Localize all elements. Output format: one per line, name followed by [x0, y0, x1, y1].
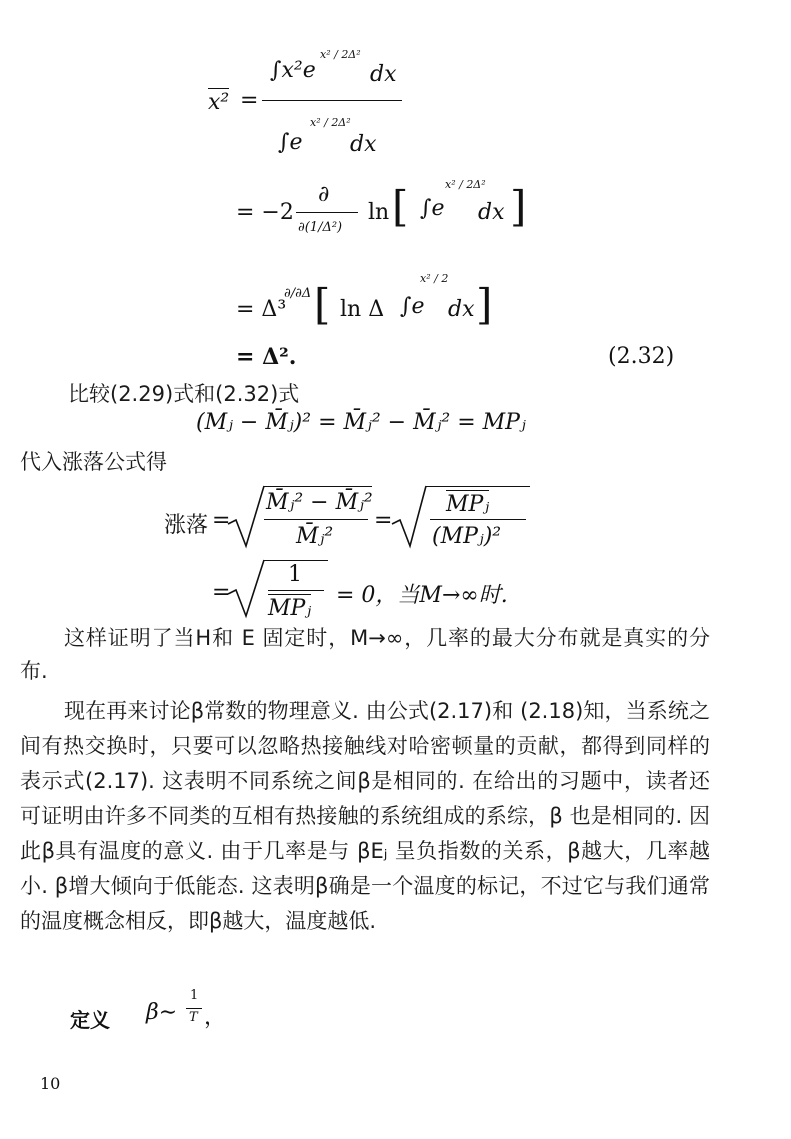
line2-tail: = 0，当M→∞时. — [336, 583, 508, 608]
definition-tail: ， — [204, 1005, 227, 1030]
fluctuation-label: 涨落 — [164, 513, 209, 538]
line2-denominator: MPⱼ — [268, 596, 312, 621]
line2-prefix: = −2 — [236, 200, 294, 225]
page-number: 10 — [40, 1074, 61, 1093]
line2-integral: ∫e — [420, 196, 445, 221]
line3-prefix: = Δ³ — [236, 297, 287, 322]
denominator-exponent: x² / 2Δ² — [310, 116, 351, 129]
definition-numerator: 1 — [190, 988, 199, 1003]
line2-dx: dx — [478, 200, 505, 225]
sqrt-bar-2 — [426, 486, 530, 487]
line2-partial-denominator: ∂(1/Δ²) — [298, 220, 343, 235]
denominator-integral: ∫e — [278, 130, 303, 155]
sqrt-bar-1 — [264, 486, 372, 487]
numerator-exponent: x² / 2Δ² — [320, 48, 361, 61]
line3-fraction: ∂/∂Δ — [284, 286, 312, 301]
line4-result: = Δ². — [236, 344, 297, 370]
frac1-numerator: M̄ⱼ² − M̄ⱼ² — [266, 490, 373, 515]
definition-expr: β∼ — [146, 1000, 178, 1025]
sqrt-bar-3 — [264, 560, 328, 561]
fraction-bar-3 — [264, 519, 368, 520]
sqrt-symbol-2 — [390, 484, 428, 550]
definition-fraction-bar — [186, 1008, 202, 1009]
numerator-integral: ∫x²e — [270, 58, 316, 83]
fraction-bar-1 — [262, 100, 402, 101]
paragraph-beta-meaning: 现在再来讨论β常数的物理意义. 由公式(2.17)和 (2.18)知，当系统之间有热交换时，只要可以忽略热接触线对哈密顿量的贡献，都得到同样的表示式(2.17). 这表明不同系统之间β是相同的. 在给出的习题中，读者还可证明由许多不同类的互相有热接触的系统组成的系综，β 也是相同的. 因此β具有温度的意义. 由于几率是与 βEⱼ 呈负指数的关系，β越大，几率越小. β增大倾向于低能态. 这表明β确是一个温度的标记，不过它与我们通常的温度概念相反，即β越大，温度越低. — [20, 699, 710, 933]
line3-ln: ln Δ — [340, 297, 385, 322]
lhs-x2-mean: x² — [208, 90, 230, 115]
paragraph-proof: 这样证明了当H和 E 固定时，M→∞，几率的最大分布就是真实的分布. — [20, 626, 710, 683]
denominator-dx: dx — [350, 132, 377, 157]
text-compare-equations: 比较(2.29)式和(2.32)式 — [68, 382, 300, 406]
right-bracket-3: ] — [476, 280, 493, 329]
right-bracket-2: ] — [510, 182, 527, 231]
fluctuation-equals-3: = — [212, 580, 231, 605]
frac2-numerator: MPⱼ — [446, 492, 490, 517]
left-bracket-3: [ — [314, 280, 331, 329]
frac1-denominator: M̄ⱼ² — [296, 524, 334, 549]
fraction-bar-5 — [268, 590, 324, 591]
line2-ln: ln — [368, 200, 390, 225]
numerator-dx: dx — [370, 62, 397, 87]
line2-exponent: x² / 2Δ² — [445, 178, 486, 191]
definition-denominator: T — [189, 1010, 198, 1025]
equation-number-2-32: (2.32) — [608, 344, 675, 369]
fraction-bar-2 — [296, 212, 358, 213]
frac2-denominator: (MPⱼ)² — [432, 524, 502, 549]
sqrt-symbol-1 — [226, 484, 266, 550]
sqrt-symbol-3 — [226, 558, 266, 620]
definition-label: 定义 — [70, 1008, 110, 1032]
fluctuation-equals-2: = — [374, 508, 393, 533]
line3-exponent: x² / 2 — [420, 272, 449, 285]
fluctuation-equals: = — [212, 508, 231, 533]
line3-dx: dx — [448, 297, 475, 322]
text-substitute-fluctuation: 代入涨落公式得 — [20, 450, 167, 474]
line3-integral: ∫e — [400, 294, 425, 319]
left-bracket-2: [ — [392, 182, 409, 231]
line2-partial: ∂ — [318, 182, 330, 207]
fraction-bar-4 — [430, 519, 526, 520]
equation-variance: (Mⱼ − M̄ⱼ)² = M̄ⱼ² − M̄ⱼ² = MPⱼ — [196, 410, 526, 435]
equals-sign: = — [240, 88, 259, 113]
line2-numerator: 1 — [288, 562, 302, 587]
